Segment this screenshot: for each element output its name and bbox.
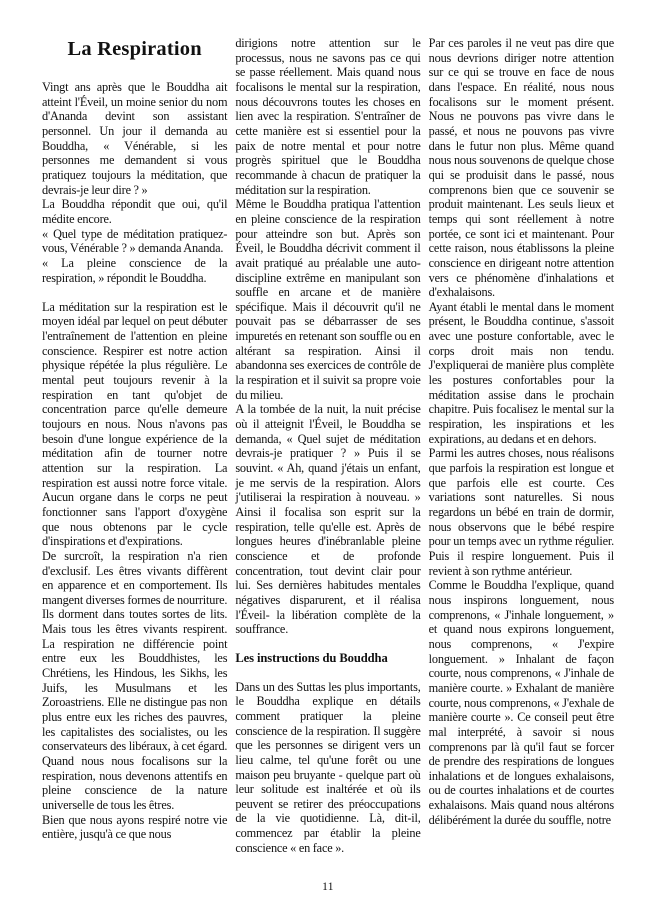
paragraph: dirigions notre attention sur le processus, nous ne savons pas ce qui se passe réellement. Mais quand nous focalisons le mental sur la respiration, nous découvrons toutes les choses en lien avec la respiration. S'entraîner de cette manière est si essentiel pour la paix de notre mental et pour notre progrès spirituel que le Bouddha recommande à chacun de pratiquer la méditation sur la respiration.: [235, 36, 421, 197]
paragraph: « Quel type de méditation pratiquez-vous, Vénérable ? » demanda Ananda.: [42, 226, 228, 256]
paragraph: Vingt ans après que le Bouddha ait atteint l'Éveil, un moine senior du nom d'Ananda devint son assistant personnel. Un jour il demanda au Bouddha, « Vénérable, si les personnes me demandent si vous pratiquez toujours la méditation, que devrais-je leur dire ? »: [42, 80, 228, 197]
paragraph: Par ces paroles il ne veut pas dire que nous devrions diriger notre attention sur ce qui se trouve en face de nous dans l'espace. En réalité, nous nous focalisons sur le moment présent. Nous ne pouvons pas vivre dans le passé, et nous ne pouvons pas vivre dans le futur non plus. Même quand nous nous souvenons de quelque chose qui se produisit dans le passé, nous comprenons bien que ce souvenir se produit maintenant. Les seuls lieux et temps qui sont réellement à notre portée, ce sont ici et maintenant. Pour cette raison, nous établissons la pleine conscience en dirigeant notre attention vers ce phénomène d'inhalations et d'exhalaisons.: [428, 36, 614, 300]
paragraph: Dans un des Suttas les plus importants, le Bouddha explique en détails comment pratiquer la pleine conscience de la respiration. Il suggère que les personnes se dirigent vers un lieu calme, tel qu'une forêt ou une maison peu bruyante - quelque part où leur solitude est inaltérée et où ils peuvent se retirer des préoccupations de la vie quotidienne. Là, dit-il, commencez par établir la pleine conscience « en face ».: [235, 679, 421, 855]
paragraph: A la tombée de la nuit, la nuit précise où il atteignit l'Éveil, le Bouddha se demanda, « Quel sujet de méditation devrais-je pratiquer ? » Puis il se souvint. « Ah, quand j'étais un enfant, je me servis de la respiration. Alors j'utiliserai la respiration à nouveau. » Ainsi il focalisa son esprit sur la respiration, telle qu'elle est. Après de longues heures d'inébranlable pleine conscience et de profonde concentration, tout devint clair pour lui. Ses dernières habitudes mentales négatives disparurent, et il réalisa l'Éveil- la libération complète de la souffrance.: [235, 402, 421, 637]
paragraph: De surcroît, la respiration n'a rien d'exclusif. Les êtres vivants diffèrent en apparence et en comportement. Ils mangent diverses formes de nourriture. Ils dorment dans toutes sortes de lits. Mais tous les êtres vivants respirent. La respiration ne différencie point entre eux les Bouddhistes, les Chrétiens, les Hindous, les Sikhs, les Juifs, les Musulmans et les Zoroastriens. Elle ne distingue pas non plus entre eux les riches des pauvres, les capitalistes des socialistes, ou les conservateurs des libéraux, à cet égard. Quand nous nous focalisons sur la respiration, nous devenons attentifs en pleine conscience de la nature universelle de tous les êtres.: [42, 548, 228, 812]
paragraph: Ayant établi le mental dans le moment présent, le Bouddha continue, s'assoit avec une posture confortable, avec le corps droit mais non tendu. J'expliquerai de manière plus complète les postures confortables pour la méditation assise dans le prochain chapitre. Puis focalisez le mental sur la respiration, les inspirations et les expirations, au dedans et en dehors.: [428, 299, 614, 446]
page-number: 11: [322, 881, 334, 893]
column-1: [42, 36, 227, 855]
paragraph: Parmi les autres choses, nous réalisons que parfois la respiration est longue et que parfois elle est courte. Ces variations sont naturelles. Si nous regardons un bébé en train de dormir, nous observons que le bébé respire pour un temps avec un rythme régulier. Puis il respire longuement. Puis il revient à son rythme antérieur.: [428, 446, 614, 578]
section-heading: Les instructions du Bouddha: [235, 650, 388, 665]
paragraph: La Bouddha répondit que oui, qu'il médite encore.: [42, 197, 228, 226]
column-3: [429, 36, 614, 855]
paragraph: « La pleine conscience de la respiration, » répondit le Bouddha.: [42, 255, 228, 285]
paragraph: Même le Bouddha pratiqua l'attention en pleine conscience de la respiration pour atteindre son but. Après son Éveil, le Bouddha décrivit comment il avait pratiqué au préalable une auto-discipline extrême en manipulant son souffle en arcane et de manière spécifique. Mais il découvrit qu'il ne pouvait pas se débarrasser de ses impuretés en retenant son souffle ou en altérant sa respiration. Ainsi il abandonna ses exercices de contrôle de la respiration et il suivit sa propre voie du milieu.: [235, 197, 421, 402]
paragraph: Comme le Bouddha l'explique, quand nous inspirons longuement, nous comprenons, « J'inhale longuement, » et quand nous expirons longuement, nous comprenons, « J'expire longuement. » Inhalant de façon courte, nous comprenons, « J'inhale de manière courte. » Exhalant de manière courte, nous comprenons, « J'exhale de manière courte ». Ce conseil peut être mal interprété, à savoir si nous comprenons par là qu'il faut se forcer de prendre des respirations de longues inhalations et de longues exhalaisons, ou de courtes inhalations et de courtes exhalaisons. Mais quand nous altérons délibérément la durée du souffle, notre: [428, 578, 614, 827]
column-2: [235, 36, 420, 855]
paragraph: La méditation sur la respiration est le moyen idéal par lequel on peut débuter l'entraînement de l'attention en pleine conscience. Respirer est notre action physique répétée la plus régulière. Le mental peut toujours revenir à la respiration en tant qu'objet de concentration parce qu'elle demeure toujours en nous. Nous n'avons pas besoin d'une longue expérience de la méditation afin de tourner notre attention sur la respiration. La respiration est aussi notre force vitale. Aucun organe dans le corps ne peut fonctionner sans l'apport d'oxygène que nous obtenons par le cycle d'inspirations et d'expirations.: [42, 299, 228, 549]
page-content: [42, 36, 614, 855]
paragraph: Bien que nous ayons respiré notre vie entière, jusqu'à ce que nous: [42, 812, 228, 842]
page-title: La Respiration: [67, 38, 202, 60]
